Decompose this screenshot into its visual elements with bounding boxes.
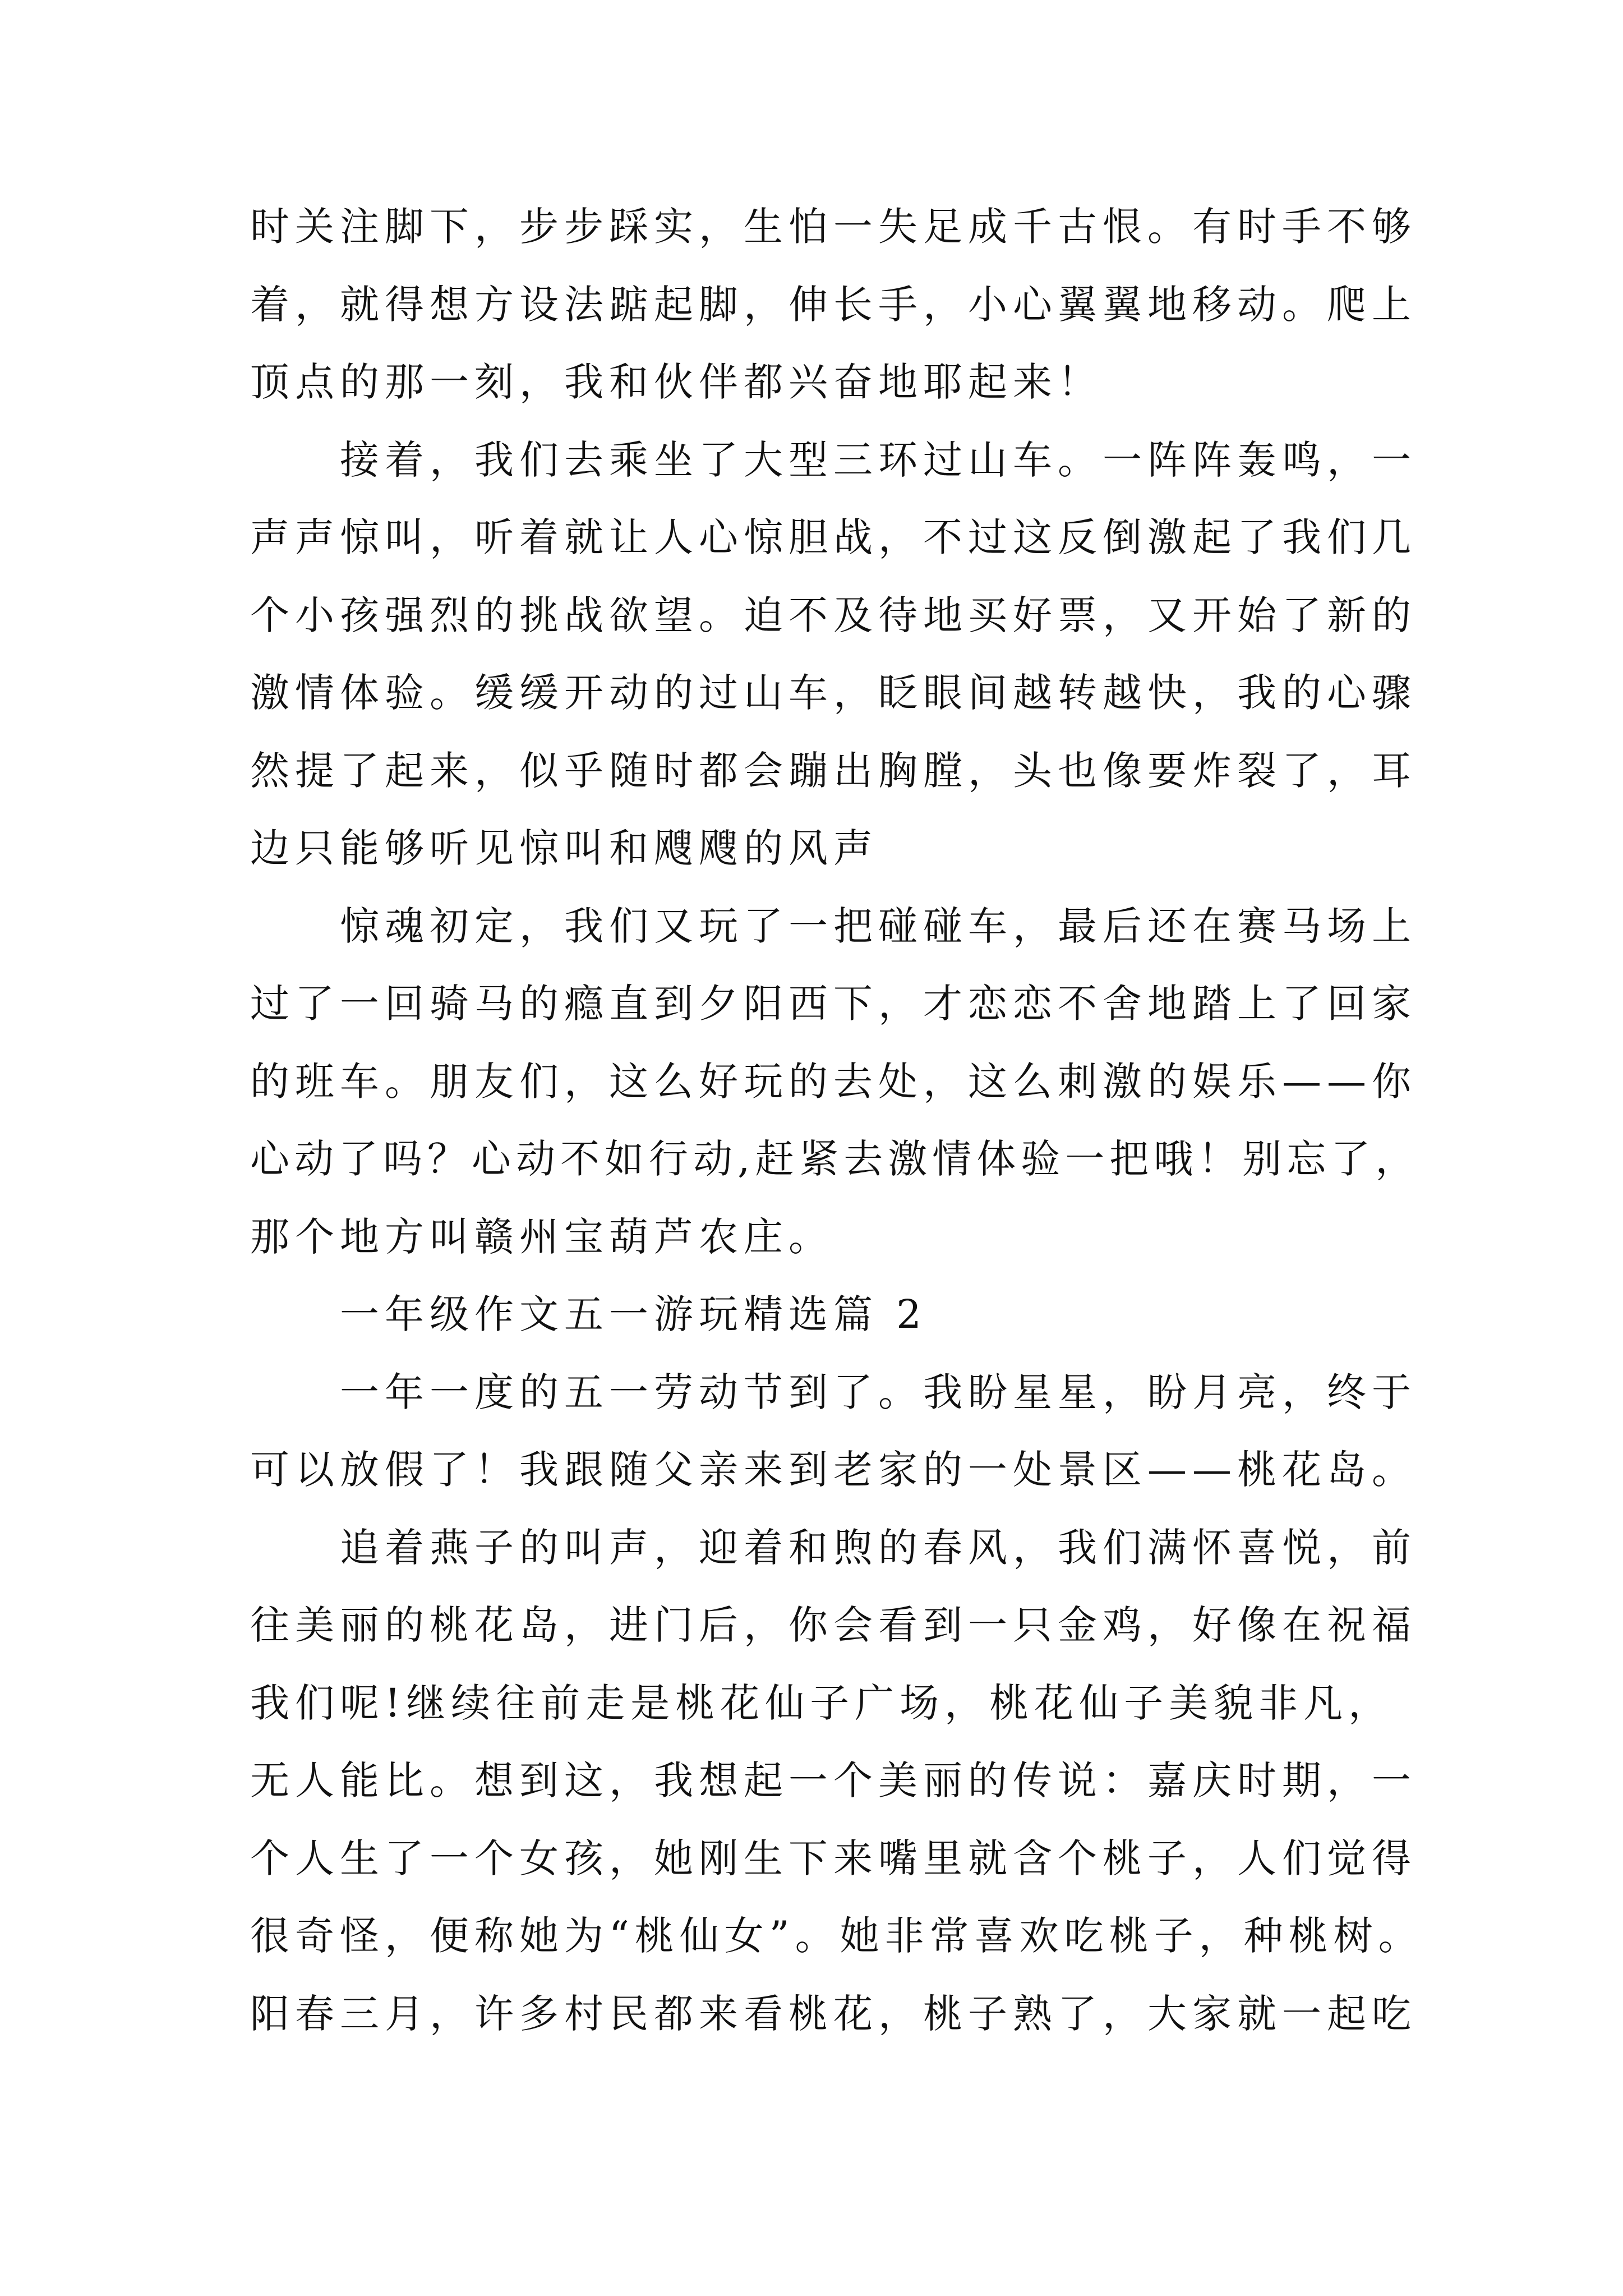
paragraph-first-line: 惊魂初定，我们又玩了一把碰碰车，最后还在赛马场上 [340,903,1417,949]
paragraph-first-line: 一年级作文五一游玩精选篇 2 [340,1291,927,1337]
text-line: 然提了起来，似乎随时都会蹦出胸膛，头也像要炸裂了，耳 [250,747,1417,794]
text-line: 顶点的那一刻，我和伙伴都兴奋地耶起来！ [250,359,1103,405]
text-line: 着，就得想方设法踮起脚，伸长手，小心翼翼地移动。爬上 [250,281,1417,328]
paragraph-first-line: 接着，我们去乘坐了大型三环过山车。一阵阵轰鸣，一 [340,436,1417,483]
text-line: 无人能比。想到这，我想起一个美丽的传说：嘉庆时期，一 [250,1757,1417,1803]
text-line: 时关注脚下，步步踩实，生怕一失足成千古恨。有时手不够 [250,204,1417,250]
text-line: 那个地方叫赣州宝葫芦农庄。 [250,1213,833,1260]
text-line: 声声惊叫，听着就让人心惊胆战，不过这反倒激起了我们几 [250,514,1417,560]
essay-body [250,188,1428,2053]
text-line: 个人生了一个女孩，她刚生下来嘴里就含个桃子，人们觉得 [250,1835,1417,1881]
text-line: 的班车。朋友们，这么好玩的去处，这么刺激的娱乐——你 [250,1058,1417,1105]
text-line: 边只能够听见惊叫和飕飕的风声 [250,825,878,871]
text-line: 激情体验。缓缓开动的过山车，眨眼间越转越快，我的心骤 [250,670,1417,716]
text-line: 很奇怪，便称她为“桃仙女”。她非常喜欢吃桃子，种桃树。 [250,1913,1423,1959]
text-line: 个小孩强烈的挑战欲望。迫不及待地买好票，又开始了新的 [250,592,1417,638]
text-line: 过了一回骑马的瘾直到夕阳西下，才恋恋不舍地踏上了回家 [250,981,1417,1027]
paragraph-first-line: 一年一度的五一劳动节到了。我盼星星，盼月亮，终于 [340,1369,1417,1415]
text-line: 心动了吗？心动不如行动,赶紧去激情体验一把哦！别忘了， [250,1136,1420,1182]
text-line: 往美丽的桃花岛，进门后，你会看到一只金鸡，好像在祝福 [250,1602,1417,1648]
paragraph-first-line: 追着燕子的叫声，迎着和煦的春风，我们满怀喜悦，前 [340,1524,1417,1571]
text-line: 阳春三月，许多村民都来看桃花，桃子熟了，大家就一起吃 [250,1990,1417,2037]
text-line: 可以放假了！我跟随父亲来到老家的一处景区——桃花岛。 [250,1447,1417,1493]
text-line: 我们呢!继续往前走是桃花仙子广场，桃花仙子美貌非凡， [250,1680,1394,1726]
